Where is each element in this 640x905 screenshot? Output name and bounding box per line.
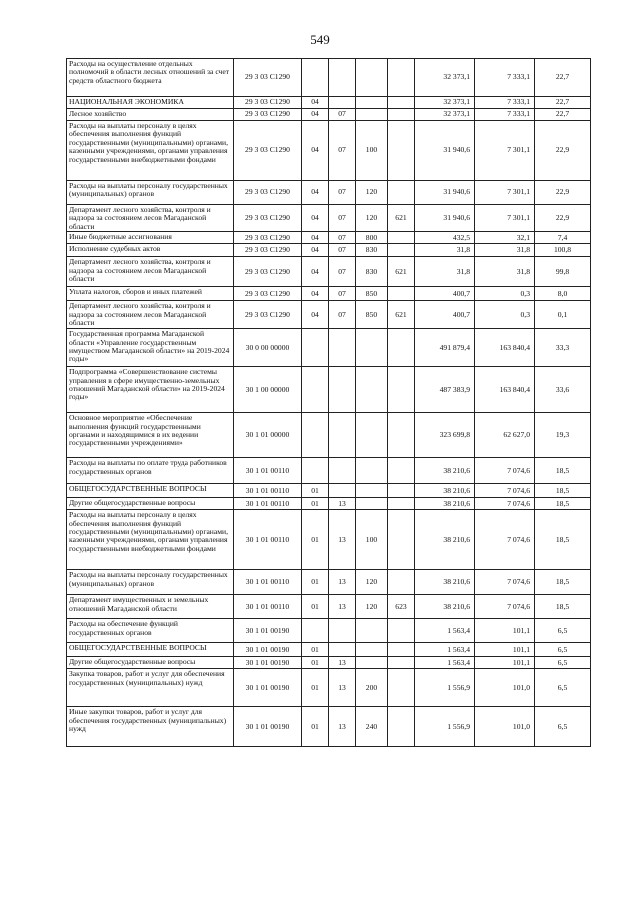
table-cell-executed: 7 301,1 (475, 121, 535, 181)
table-cell-percent: 7,4 (535, 232, 591, 244)
table-cell-executed: 31,8 (475, 257, 535, 287)
table-cell-expense-type (356, 59, 388, 97)
table-cell-expense-type: 120 (356, 205, 388, 232)
table-cell-planned: 31 940,6 (415, 205, 475, 232)
table-cell-department (388, 484, 415, 498)
table-cell-department (388, 59, 415, 97)
page-number: 549 (310, 32, 330, 47)
table-row (67, 498, 591, 510)
table-cell-code: 29 3 03 С1290 (234, 205, 302, 232)
table-cell-planned: 32 373,1 (415, 97, 475, 109)
table-cell-subsection (329, 619, 356, 643)
table-row (67, 109, 591, 121)
table-row (67, 257, 591, 287)
table-cell-department: 621 (388, 205, 415, 232)
table-cell-name: Департамент лесного хозяйства, контроля и надзора за состоянием лесов Магаданской области (67, 205, 234, 232)
table-cell-percent: 22,7 (535, 59, 591, 97)
table-cell-section (302, 619, 329, 643)
table-cell-section: 04 (302, 205, 329, 232)
table-cell-percent: 100,8 (535, 244, 591, 257)
table-cell-planned: 487 383,9 (415, 367, 475, 413)
table-cell-department (388, 498, 415, 510)
table-cell-section: 01 (302, 669, 329, 707)
table-cell-code: 29 3 03 С1290 (234, 181, 302, 205)
table-cell-department (388, 121, 415, 181)
table-row (67, 244, 591, 257)
table-cell-department (388, 367, 415, 413)
table-cell-section: 04 (302, 232, 329, 244)
table-cell-percent: 99,8 (535, 257, 591, 287)
table-cell-executed: 31,8 (475, 244, 535, 257)
table-cell-name: ОБЩЕГОСУДАРСТВЕННЫЕ ВОПРОСЫ (67, 643, 234, 657)
table-cell-expense-type (356, 619, 388, 643)
table-cell-expense-type: 120 (356, 181, 388, 205)
table-cell-section: 04 (302, 244, 329, 257)
table-cell-executed: 7 074,6 (475, 595, 535, 619)
table-cell-section: 04 (302, 301, 329, 329)
table-cell-section: 04 (302, 181, 329, 205)
table-cell-percent: 18,5 (535, 510, 591, 570)
table-row (67, 329, 591, 367)
table-cell-subsection: 07 (329, 205, 356, 232)
table-row (67, 669, 591, 707)
table-cell-expense-type (356, 367, 388, 413)
table-cell-code: 29 3 03 С1290 (234, 301, 302, 329)
table-cell-expense-type (356, 657, 388, 669)
table-cell-department: 621 (388, 257, 415, 287)
table-cell-expense-type (356, 484, 388, 498)
table-cell-expense-type: 830 (356, 244, 388, 257)
table-cell-name: Иные закупки товаров, работ и услуг для обеспечения государственных (муниципальных) нужд (67, 707, 234, 747)
table-cell-subsection (329, 329, 356, 367)
table-cell-percent: 22,7 (535, 97, 591, 109)
table-cell-name: Расходы на выплаты персоналу в целях обеспечения выполнения функций государственными (муниципальными) органами, казенными учреждениями, органами управления государственными внебюджетными фондами (67, 121, 234, 181)
table-cell-section: 04 (302, 257, 329, 287)
table-cell-percent: 22,9 (535, 205, 591, 232)
table-cell-planned: 31,8 (415, 244, 475, 257)
table-cell-code: 30 1 00 00000 (234, 367, 302, 413)
table-cell-planned: 38 210,6 (415, 510, 475, 570)
table-cell-executed: 0,3 (475, 287, 535, 301)
table-cell-code: 30 1 01 00110 (234, 570, 302, 595)
table-cell-subsection: 13 (329, 510, 356, 570)
table-cell-name: Расходы на осуществление отдельных полномочий в области лесных отношений за счет средств областного бюджета (67, 59, 234, 97)
table-cell-percent: 6,5 (535, 619, 591, 643)
table-cell-section: 01 (302, 707, 329, 747)
table-cell-name: Расходы на выплаты по оплате труда работников государственных органов (67, 458, 234, 484)
table-cell-subsection: 13 (329, 595, 356, 619)
table-cell-name: Департамент лесного хозяйства, контроля и надзора за состоянием лесов Магаданской области (67, 257, 234, 287)
table-row (67, 643, 591, 657)
table-cell-department: 621 (388, 301, 415, 329)
table-cell-code: 30 1 01 00110 (234, 484, 302, 498)
table-cell-name: Расходы на выплаты персоналу государственных (муниципальных) органов (67, 181, 234, 205)
table-cell-subsection: 07 (329, 287, 356, 301)
table-row (67, 619, 591, 643)
table-cell-percent: 19,3 (535, 413, 591, 458)
table-cell-name: Расходы на обеспечение функций государственных органов (67, 619, 234, 643)
table-cell-executed: 32,1 (475, 232, 535, 244)
table-cell-department (388, 413, 415, 458)
table-cell-planned: 432,5 (415, 232, 475, 244)
table-cell-planned: 31,8 (415, 257, 475, 287)
table-cell-code: 29 3 03 С1290 (234, 232, 302, 244)
table-cell-code: 30 1 01 00000 (234, 413, 302, 458)
table-cell-expense-type (356, 109, 388, 121)
table-cell-section: 01 (302, 595, 329, 619)
table-cell-planned: 31 940,6 (415, 181, 475, 205)
table-cell-expense-type: 120 (356, 570, 388, 595)
table-cell-planned: 31 940,6 (415, 121, 475, 181)
table-cell-planned: 1 556,9 (415, 669, 475, 707)
table-cell-code: 30 1 01 00190 (234, 619, 302, 643)
table-cell-subsection: 07 (329, 244, 356, 257)
table-cell-department (388, 97, 415, 109)
table-cell-section: 01 (302, 643, 329, 657)
table-cell-department (388, 570, 415, 595)
table-cell-planned: 1 563,4 (415, 643, 475, 657)
table-cell-subsection (329, 59, 356, 97)
table-cell-name: Расходы на выплаты персоналу в целях обеспечения выполнения функций государственными (муниципальными) органами, казенными учреждениями, органами управления государственными внебюджетными фондами (67, 510, 234, 570)
table-cell-planned: 38 210,6 (415, 484, 475, 498)
table-cell-expense-type: 830 (356, 257, 388, 287)
table-row (67, 287, 591, 301)
table-cell-code: 30 1 01 00110 (234, 595, 302, 619)
table-cell-planned: 38 210,6 (415, 458, 475, 484)
table-cell-planned: 491 879,4 (415, 329, 475, 367)
table-cell-section (302, 329, 329, 367)
table-cell-expense-type: 100 (356, 121, 388, 181)
table-cell-percent: 6,5 (535, 643, 591, 657)
table-cell-section: 01 (302, 657, 329, 669)
table-cell-name: Лесное хозяйство (67, 109, 234, 121)
table-row (67, 707, 591, 747)
table-cell-code: 29 3 03 С1290 (234, 97, 302, 109)
table-cell-percent: 6,5 (535, 707, 591, 747)
budget-table (66, 58, 591, 747)
table-body (67, 59, 591, 747)
table-cell-executed: 7 074,6 (475, 510, 535, 570)
table-cell-subsection (329, 458, 356, 484)
table-cell-expense-type: 850 (356, 287, 388, 301)
table-cell-department (388, 643, 415, 657)
table-cell-name: Закупка товаров, работ и услуг для обеспечения государственных (муниципальных) нужд (67, 669, 234, 707)
table-row (67, 657, 591, 669)
table-cell-subsection: 07 (329, 301, 356, 329)
table-cell-code: 29 3 03 С1290 (234, 109, 302, 121)
table-cell-expense-type: 850 (356, 301, 388, 329)
table-cell-name: Департамент лесного хозяйства, контроля и надзора за состоянием лесов Магаданской области (67, 301, 234, 329)
table-cell-section: 01 (302, 510, 329, 570)
table-cell-code: 30 1 01 00190 (234, 669, 302, 707)
table-cell-subsection: 13 (329, 657, 356, 669)
table-cell-subsection (329, 97, 356, 109)
table-cell-code: 29 3 03 С1290 (234, 287, 302, 301)
table-cell-expense-type: 800 (356, 232, 388, 244)
table-cell-expense-type: 200 (356, 669, 388, 707)
table-cell-subsection (329, 413, 356, 458)
table-cell-percent: 22,9 (535, 181, 591, 205)
table-cell-department: 623 (388, 595, 415, 619)
table-cell-name: Государственная программа Магаданской области «Управление государственным имуществом Магаданской области» на 2019-2024 годы» (67, 329, 234, 367)
table-cell-subsection: 13 (329, 498, 356, 510)
table-cell-code: 30 1 01 00190 (234, 707, 302, 747)
table-cell-percent: 22,9 (535, 121, 591, 181)
table-cell-section (302, 59, 329, 97)
table-cell-percent: 18,5 (535, 595, 591, 619)
table-cell-executed: 163 840,4 (475, 329, 535, 367)
table-cell-planned: 32 373,1 (415, 59, 475, 97)
table-cell-percent: 6,5 (535, 669, 591, 707)
table-row (67, 59, 591, 97)
table-cell-planned: 400,7 (415, 301, 475, 329)
table-cell-planned: 38 210,6 (415, 595, 475, 619)
table-cell-subsection: 07 (329, 257, 356, 287)
table-cell-executed: 101,1 (475, 619, 535, 643)
table-cell-percent: 22,7 (535, 109, 591, 121)
table-cell-subsection: 13 (329, 669, 356, 707)
table-cell-department (388, 669, 415, 707)
table-cell-subsection: 07 (329, 109, 356, 121)
table-cell-executed: 7 333,1 (475, 109, 535, 121)
table-cell-code: 29 3 03 С1290 (234, 121, 302, 181)
table-cell-code: 30 0 00 00000 (234, 329, 302, 367)
table-cell-expense-type (356, 458, 388, 484)
table-cell-department (388, 458, 415, 484)
table-row (67, 413, 591, 458)
table-row (67, 301, 591, 329)
table-cell-executed: 0,3 (475, 301, 535, 329)
table-row (67, 458, 591, 484)
table-cell-name: Другие общегосударственные вопросы (67, 657, 234, 669)
table-cell-percent: 8,0 (535, 287, 591, 301)
table-cell-subsection: 07 (329, 232, 356, 244)
table-row (67, 570, 591, 595)
table-cell-planned: 323 699,8 (415, 413, 475, 458)
table-cell-section: 01 (302, 498, 329, 510)
table-cell-expense-type: 100 (356, 510, 388, 570)
table-cell-code: 30 1 01 00190 (234, 643, 302, 657)
table-cell-percent: 0,1 (535, 301, 591, 329)
table-cell-code: 29 3 03 С1290 (234, 244, 302, 257)
table-cell-name: Исполнение судебных актов (67, 244, 234, 257)
table-cell-planned: 38 210,6 (415, 498, 475, 510)
table-cell-name: Основное мероприятие «Обеспечение выполнения функций государственными органами и находящимися в их ведении государственными учреждениями» (67, 413, 234, 458)
table-cell-expense-type (356, 498, 388, 510)
table-cell-name: Подпрограмма «Совершенствование системы управления в сфере имущественно-земельных отношений Магаданской области» на 2019-2024 годы» (67, 367, 234, 413)
table-cell-section: 04 (302, 121, 329, 181)
table-cell-percent: 18,5 (535, 484, 591, 498)
table-cell-department (388, 619, 415, 643)
table-cell-expense-type (356, 643, 388, 657)
table-cell-subsection: 07 (329, 181, 356, 205)
table-cell-executed: 101,1 (475, 657, 535, 669)
table-cell-planned: 1 563,4 (415, 657, 475, 669)
table-cell-percent: 18,5 (535, 498, 591, 510)
table-cell-department (388, 510, 415, 570)
table-cell-expense-type (356, 413, 388, 458)
table-cell-code: 29 3 03 С1290 (234, 257, 302, 287)
table-cell-department (388, 329, 415, 367)
table-cell-expense-type: 120 (356, 595, 388, 619)
table-cell-expense-type: 240 (356, 707, 388, 747)
table-cell-code: 30 1 01 00110 (234, 510, 302, 570)
table-cell-subsection: 13 (329, 570, 356, 595)
table-row (67, 205, 591, 232)
table-cell-executed: 7 301,1 (475, 205, 535, 232)
table-cell-section (302, 458, 329, 484)
table-cell-planned: 400,7 (415, 287, 475, 301)
table-cell-percent: 6,5 (535, 657, 591, 669)
table-cell-department (388, 707, 415, 747)
table-cell-executed: 101,0 (475, 669, 535, 707)
table-row (67, 367, 591, 413)
table-cell-section: 04 (302, 287, 329, 301)
table-cell-percent: 33,3 (535, 329, 591, 367)
table-cell-name: Уплата налогов, сборов и иных платежей (67, 287, 234, 301)
table-cell-subsection (329, 367, 356, 413)
table-cell-name: НАЦИОНАЛЬНАЯ ЭКОНОМИКА (67, 97, 234, 109)
table-cell-executed: 7 074,6 (475, 498, 535, 510)
table-row (67, 121, 591, 181)
table-cell-executed: 101,0 (475, 707, 535, 747)
table-cell-department (388, 232, 415, 244)
table-cell-executed: 7 333,1 (475, 97, 535, 109)
table-row (67, 181, 591, 205)
budget-table-container (66, 58, 591, 747)
table-cell-subsection: 13 (329, 707, 356, 747)
table-cell-executed: 163 840,4 (475, 367, 535, 413)
table-row (67, 595, 591, 619)
table-cell-name: ОБЩЕГОСУДАРСТВЕННЫЕ ВОПРОСЫ (67, 484, 234, 498)
table-cell-code: 30 1 01 00190 (234, 657, 302, 669)
table-cell-expense-type (356, 97, 388, 109)
table-cell-name: Департамент имущественных и земельных отношений Магаданской области (67, 595, 234, 619)
table-cell-executed: 7 074,6 (475, 570, 535, 595)
table-cell-subsection (329, 484, 356, 498)
table-cell-section: 01 (302, 484, 329, 498)
table-cell-name: Расходы на выплаты персоналу государственных (муниципальных) органов (67, 570, 234, 595)
table-cell-planned: 1 563,4 (415, 619, 475, 643)
table-cell-department (388, 287, 415, 301)
table-row (67, 232, 591, 244)
table-cell-code: 30 1 01 00110 (234, 458, 302, 484)
table-cell-percent: 18,5 (535, 570, 591, 595)
table-cell-section: 01 (302, 570, 329, 595)
table-row (67, 510, 591, 570)
table-cell-section (302, 413, 329, 458)
table-cell-percent: 33,6 (535, 367, 591, 413)
table-cell-section: 04 (302, 109, 329, 121)
table-cell-subsection: 07 (329, 121, 356, 181)
table-cell-department (388, 109, 415, 121)
table-row (67, 97, 591, 109)
table-cell-section: 04 (302, 97, 329, 109)
table-cell-percent: 18,5 (535, 458, 591, 484)
table-cell-subsection (329, 643, 356, 657)
table-cell-department (388, 657, 415, 669)
table-cell-code: 29 3 03 С1290 (234, 59, 302, 97)
table-cell-code: 30 1 01 00110 (234, 498, 302, 510)
table-cell-executed: 7 074,6 (475, 484, 535, 498)
table-cell-executed: 7 333,1 (475, 59, 535, 97)
table-cell-department (388, 244, 415, 257)
table-cell-department (388, 181, 415, 205)
table-cell-planned: 32 373,1 (415, 109, 475, 121)
table-cell-name: Иные бюджетные ассигнования (67, 232, 234, 244)
table-cell-section (302, 367, 329, 413)
table-cell-planned: 38 210,6 (415, 570, 475, 595)
table-cell-executed: 7 074,6 (475, 458, 535, 484)
table-cell-name: Другие общегосударственные вопросы (67, 498, 234, 510)
table-cell-executed: 101,1 (475, 643, 535, 657)
table-cell-executed: 62 627,0 (475, 413, 535, 458)
table-cell-expense-type (356, 329, 388, 367)
table-cell-planned: 1 556,9 (415, 707, 475, 747)
table-row (67, 484, 591, 498)
table-cell-executed: 7 301,1 (475, 181, 535, 205)
